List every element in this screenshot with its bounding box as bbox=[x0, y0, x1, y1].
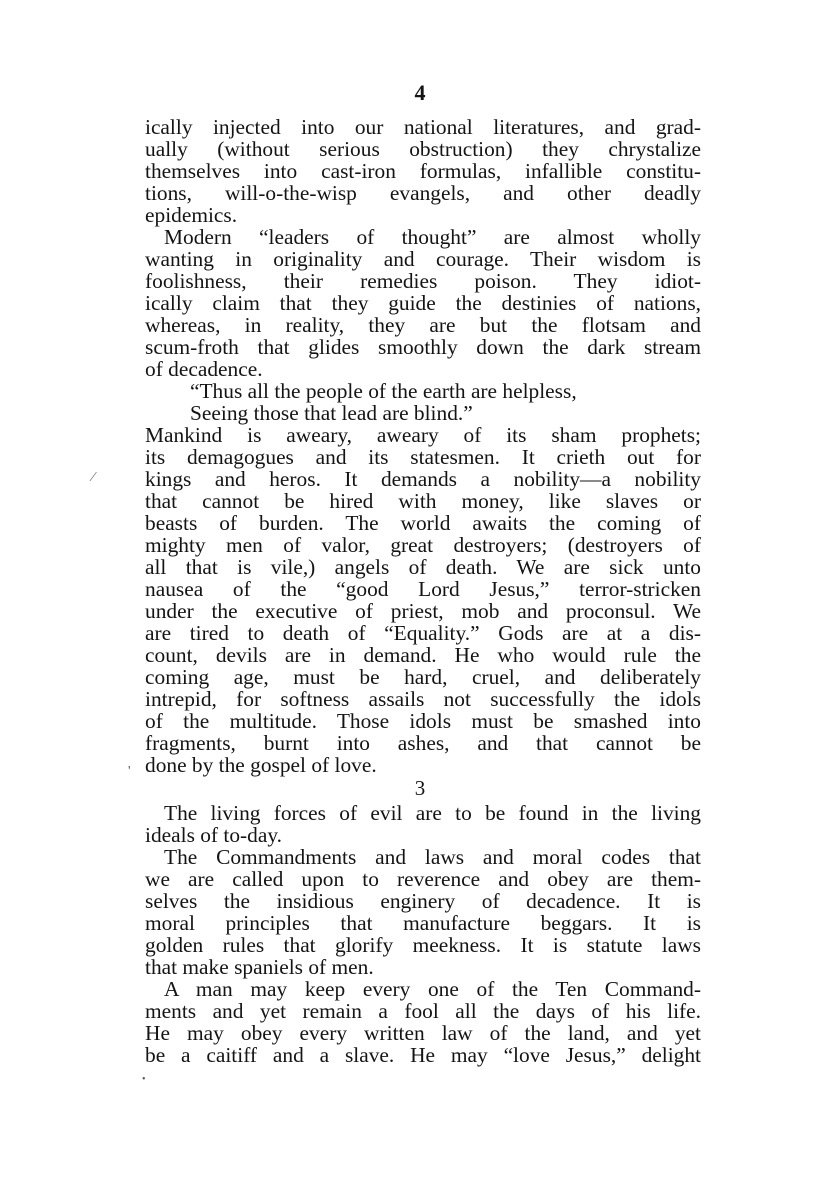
margin-mark: • bbox=[142, 1074, 146, 1085]
text-line: moral principles that manufacture beggars. It is bbox=[145, 911, 701, 935]
section-number: 3 bbox=[414, 776, 426, 800]
text-line: nausea of the “good Lord Jesus,” terror-stricken bbox=[145, 577, 701, 601]
text-line: epidemics. bbox=[145, 203, 238, 227]
text-line: wanting in originality and courage. Their wisdom is bbox=[145, 247, 701, 271]
text-line: ments and yet remain a fool all the days of his life. bbox=[145, 999, 701, 1023]
text-line: of decadence. bbox=[145, 357, 263, 381]
text-line: ually (without serious obstruction) they chrystalize bbox=[145, 137, 701, 161]
text-line: kings and heros. It demands a nobility—a nobility bbox=[145, 467, 701, 491]
text-line: ically injected into our national literatures, and grad- bbox=[145, 115, 701, 139]
text-line: beasts of burden. The world awaits the coming of bbox=[145, 511, 701, 535]
page-number: 4 bbox=[414, 80, 426, 105]
text-line: The Commandments and laws and moral codes that bbox=[164, 845, 701, 869]
text-line: of the multitude. Those idols must be smashed into bbox=[145, 709, 701, 733]
text-line: coming age, must be hard, cruel, and deliberately bbox=[145, 665, 701, 689]
text-line: are tired to death of “Equality.” Gods are at a dis- bbox=[145, 621, 701, 645]
text-line: The living forces of evil are to be found in the living bbox=[164, 801, 701, 825]
text-line: golden rules that glorify meekness. It is statute laws bbox=[145, 933, 701, 957]
text-line: under the executive of priest, mob and proconsul. We bbox=[145, 599, 701, 623]
text-line: ideals of to-day. bbox=[145, 823, 283, 847]
text-line: that make spaniels of men. bbox=[145, 955, 374, 979]
text-line: whereas, in reality, they are but the flotsam and bbox=[145, 313, 701, 337]
text-line: fragments, burnt into ashes, and that cannot be bbox=[145, 731, 701, 755]
text-line: mighty men of valor, great destroyers; (destroyers of bbox=[145, 533, 701, 557]
text-line: all that is vile,) angels of death. We are sick unto bbox=[145, 555, 701, 579]
text-line: Mankind is aweary, aweary of its sham prophets; bbox=[145, 423, 701, 447]
text-line: its demagogues and its statesmen. It crieth out for bbox=[145, 445, 701, 469]
text-line: tions, will-o-the-wisp evangels, and other deadly bbox=[145, 181, 701, 205]
margin-mark: ⁄ bbox=[92, 470, 95, 485]
text-line: He may obey every written law of the land, and yet bbox=[145, 1021, 701, 1045]
text-line: Modern “leaders of thought” are almost wholly bbox=[164, 225, 701, 249]
verse-line: Seeing those that lead are blind.” bbox=[190, 401, 473, 425]
text-line: selves the insidious enginery of decadence. It is bbox=[145, 889, 701, 913]
text-line: that cannot be hired with money, like slaves or bbox=[145, 489, 701, 513]
text-line: themselves into cast-iron formulas, infallible constitu- bbox=[145, 159, 701, 183]
text-line: count, devils are in demand. He who would rule the bbox=[145, 643, 701, 667]
text-line: ically claim that they guide the destinies of nations, bbox=[145, 291, 701, 315]
text-line: done by the gospel of love. bbox=[145, 753, 377, 777]
text-line: be a caitiff and a slave. He may “love Jesus,” delight bbox=[145, 1043, 701, 1067]
text-line: foolishness, their remedies poison. They idiot- bbox=[145, 269, 701, 293]
verse-line: “Thus all the people of the earth are helpless, bbox=[190, 379, 577, 403]
text-line: scum-froth that glides smoothly down the dark stream bbox=[145, 335, 701, 359]
margin-mark: ' bbox=[128, 764, 131, 779]
text-line: intrepid, for softness assails not successfully the idols bbox=[145, 687, 701, 711]
text-line: we are called upon to reverence and obey are them- bbox=[145, 867, 701, 891]
text-line: A man may keep every one of the Ten Command- bbox=[164, 977, 701, 1001]
